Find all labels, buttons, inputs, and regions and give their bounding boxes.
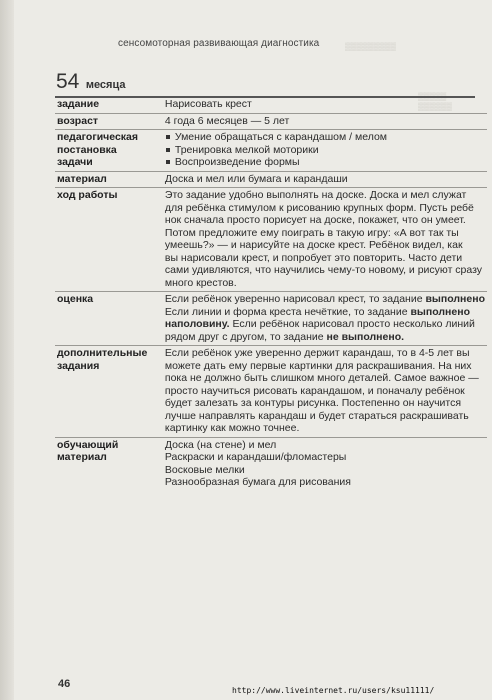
running-head: сенсомоторная развивающая диагностика bbox=[118, 38, 320, 49]
row-label: ход работы bbox=[55, 188, 159, 292]
page-edge bbox=[0, 0, 14, 700]
row-value bbox=[159, 292, 487, 346]
age-unit: месяца bbox=[85, 79, 126, 91]
show-through-text: ▒▒▒▒▒▒▒▒▒ bbox=[345, 42, 397, 51]
row-value: Доска и мел или бумага и карандаши bbox=[159, 171, 487, 188]
row-procedure bbox=[55, 188, 487, 292]
list-item: Восковые мелки bbox=[164, 463, 245, 476]
row-extra bbox=[55, 346, 487, 438]
text-line: умеешь?» — и нарисуйте на доске крест. Ребёнок видел, как bbox=[164, 239, 463, 251]
list-item: Тренировка мелкой моторики bbox=[165, 144, 485, 157]
text-line: пока не должно быть слишком много деталей. Самое важное — bbox=[164, 372, 479, 384]
text-line: Если ребёнок уже уверенно держит карандаш, то в 4-5 лет вы bbox=[164, 347, 470, 359]
text-line: будет залезать за контуры рисунка. Постепенно он научится bbox=[164, 397, 462, 409]
row-label: оценка bbox=[55, 292, 159, 346]
label-line: постановка bbox=[57, 143, 117, 156]
row-value bbox=[159, 130, 487, 172]
text-run: Если ребёнок уверенно нарисовал крест, то задание bbox=[164, 293, 426, 305]
row-value bbox=[159, 346, 487, 438]
list-item: Умение обращаться с карандашом / мелом bbox=[165, 131, 485, 144]
age-title bbox=[56, 70, 125, 98]
text-line: Потом предложите ему поиграть в такую игру: «А вот так ты bbox=[164, 226, 459, 239]
row-task bbox=[55, 97, 487, 113]
text-line: просто научиться рисовать карандашом, и поначалу ребёнок bbox=[164, 384, 465, 397]
text-run: Если линии и форма креста нечёткие, то задание bbox=[164, 305, 411, 318]
row-goals bbox=[55, 130, 487, 172]
text-line bbox=[165, 331, 485, 344]
text-line bbox=[165, 318, 485, 331]
label-line: материал bbox=[57, 451, 107, 463]
emphasis: не выполнено. bbox=[326, 330, 405, 343]
text-line: можете дать ему первые картинки для раскрашивания. На них bbox=[164, 359, 472, 372]
row-label: материал bbox=[55, 171, 159, 188]
text-run: рядом друг с другом, то задание bbox=[164, 330, 327, 343]
age-number: 54 bbox=[56, 70, 80, 93]
row-value: Нарисовать крест bbox=[159, 97, 487, 113]
text-line: сами удивляются, что научились чему-то новому, и рисуют сразу bbox=[164, 264, 483, 276]
text-line bbox=[165, 293, 485, 306]
emphasis: наполовину. bbox=[164, 318, 230, 330]
list-item: Воспроизведение формы bbox=[165, 156, 485, 169]
watermark-url: http://www.liveinternet.ru/users/ksu11111/ bbox=[232, 686, 435, 695]
text-line: много крестов. bbox=[164, 276, 237, 289]
label-line: педагогическая bbox=[57, 131, 139, 143]
row-material bbox=[55, 171, 487, 188]
list-item: Доска (на стене) и мел bbox=[164, 438, 277, 451]
label-line: обучающий bbox=[57, 438, 119, 451]
text-line: для ребёнка стимулом к рисованию крупных форм. Пусть ребё bbox=[164, 201, 474, 214]
emphasis: выполнено bbox=[425, 293, 485, 305]
emphasis: выполнено bbox=[410, 305, 470, 318]
text-run: Если ребёнок нарисовал просто несколько линий bbox=[229, 318, 475, 330]
list-item: Разнообразная бумага для рисования bbox=[164, 476, 351, 488]
label-line: дополнительные bbox=[57, 347, 148, 359]
row-value bbox=[159, 188, 487, 292]
row-evaluation bbox=[55, 292, 487, 346]
label-line: задачи bbox=[57, 156, 93, 168]
text-line bbox=[165, 306, 485, 319]
row-value bbox=[159, 437, 487, 491]
row-label bbox=[55, 130, 159, 172]
text-line: нок сначала просто порисует на доске, покажет, что он умеет. bbox=[164, 214, 466, 226]
label-line: задания bbox=[57, 359, 100, 372]
row-label: задание bbox=[55, 97, 159, 113]
goals-list bbox=[165, 131, 485, 169]
row-label bbox=[55, 346, 159, 438]
page-number: 46 bbox=[58, 678, 71, 690]
show-through-text: ▒▒▒▒▒▒ bbox=[418, 102, 453, 111]
task-sheet bbox=[55, 97, 487, 491]
row-learning bbox=[55, 437, 487, 491]
row-label: возраст bbox=[55, 113, 159, 130]
text-line: вы нарисовали крест, и попробует это повторить. Часто дети bbox=[164, 251, 463, 264]
row-label bbox=[55, 437, 159, 491]
list-item: Раскраски и карандаши/фломастеры bbox=[164, 451, 347, 463]
text-line: картинку как можно точнее. bbox=[164, 422, 300, 434]
row-value: 4 года 6 месяцев — 5 лет bbox=[159, 113, 487, 130]
row-age bbox=[55, 113, 487, 130]
text-line: Это задание удобно выполнять на доске. Доска и мел служат bbox=[164, 189, 467, 201]
text-line: лучше направлять карандаш и будет стараться раскрашивать bbox=[164, 409, 469, 422]
